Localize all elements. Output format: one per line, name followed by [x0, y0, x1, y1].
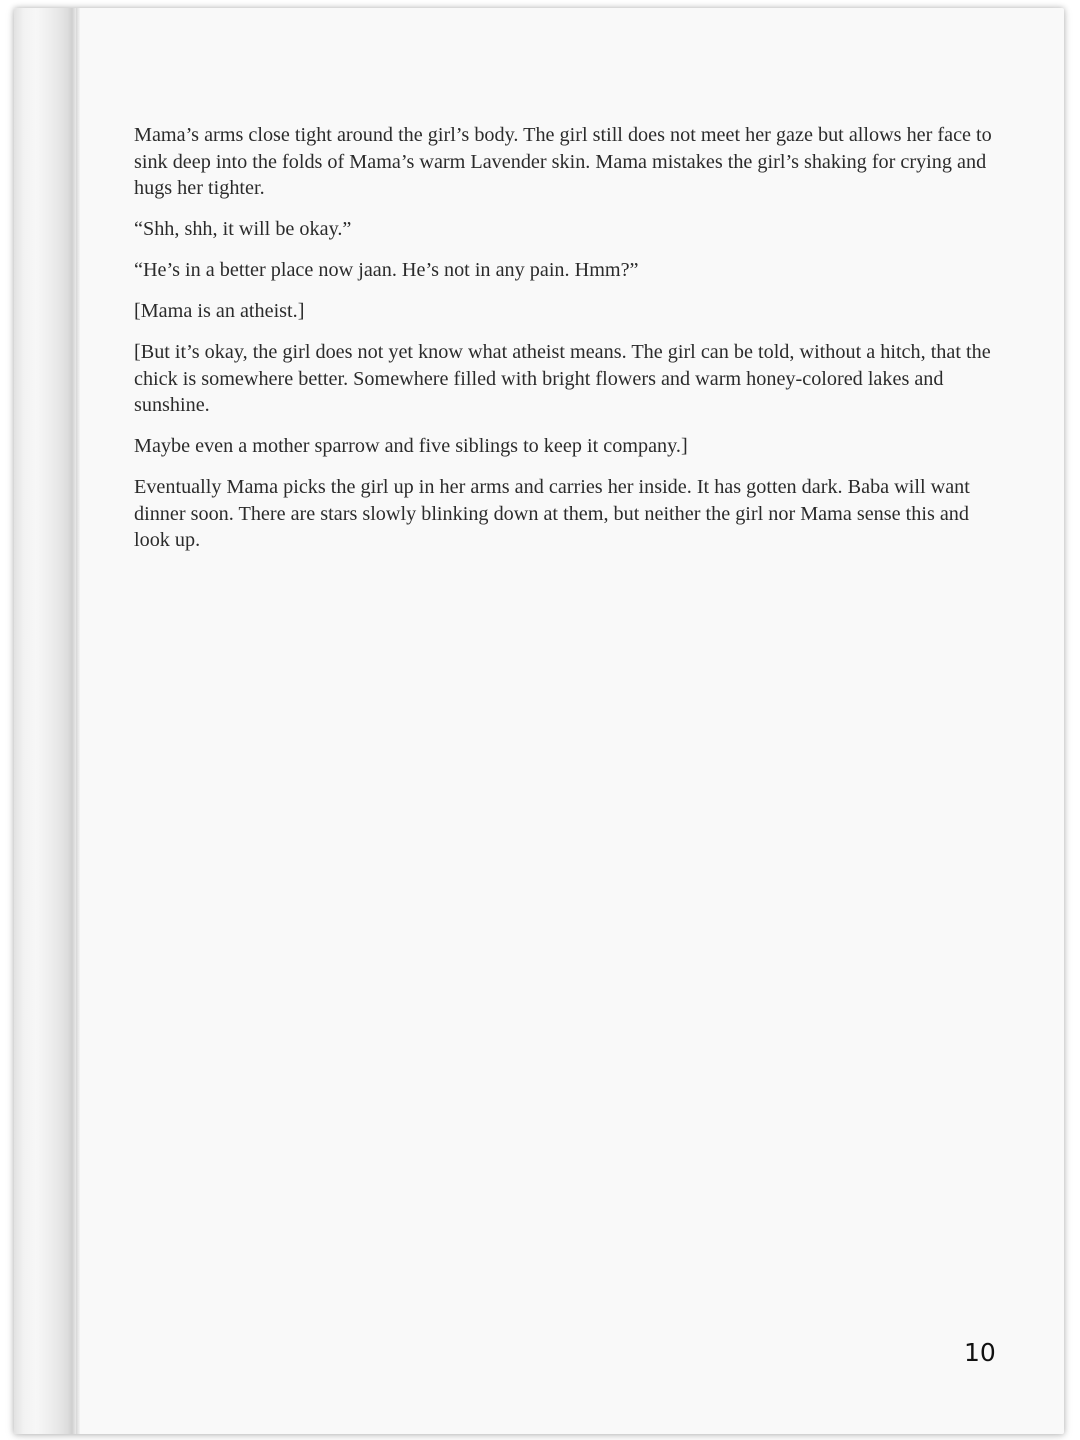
paragraph: Eventually Mama picks the girl up in her arms and carries her inside. It has gotten dark. Baba will want dinner soon. There are stars slowly blinking down at them, but neither the girl nor Mama sense this and look up. [134, 476, 970, 551]
body-text [134, 122, 994, 568]
paragraph: “Shh, shh, it will be okay.” [134, 218, 352, 240]
paragraph: Mama’s arms close tight around the girl’s body. The girl still does not meet her gaze but allows her face to sink deep into the folds of Mama’s warm Lavender skin. Mama mistakes the girl’s shaking for crying and hugs her tighter. [134, 124, 992, 199]
paragraph: “He’s in a better place now jaan. He’s not in any pain. Hmm?” [134, 259, 639, 281]
paragraph: Maybe even a mother sparrow and five siblings to keep it company.] [134, 435, 688, 457]
paragraph: [Mama is an atheist.] [134, 300, 305, 322]
book-page [14, 8, 1064, 1434]
book-spine [14, 8, 76, 1434]
page-number: 10 [964, 1338, 996, 1367]
spine-edge [76, 8, 80, 1434]
paragraph: [But it’s okay, the girl does not yet know what atheist means. The girl can be told, without a hitch, that the chick is somewhere better. Somewhere filled with bright flowers and warm honey-colored lakes and sunshine. [134, 341, 991, 416]
